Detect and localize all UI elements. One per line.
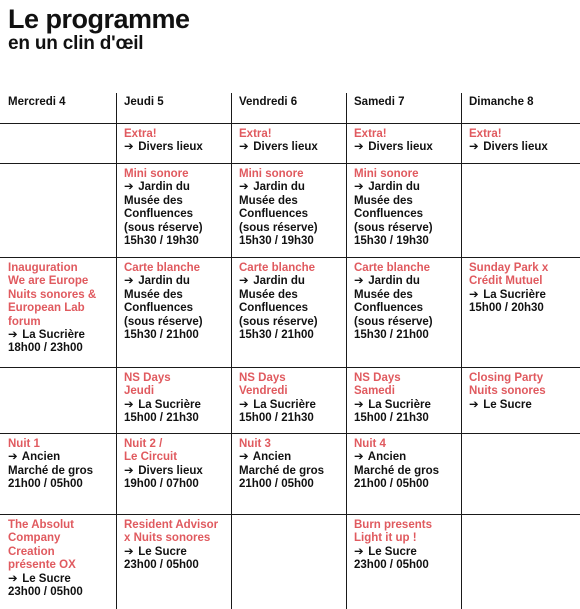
page-subtitle: en un clin d'œil bbox=[8, 33, 144, 54]
schedule-row bbox=[0, 514, 580, 609]
column-divider bbox=[346, 164, 347, 257]
event-venue: ➔ La Sucrière bbox=[469, 288, 546, 301]
event-venue: Confluences bbox=[239, 208, 309, 221]
event-cell bbox=[0, 258, 116, 367]
day-header-row bbox=[0, 93, 580, 123]
event-time: 15h30 / 19h30 bbox=[124, 235, 199, 248]
day-header: Mercredi 4 bbox=[8, 96, 66, 108]
event-name: Nuits sonores bbox=[469, 385, 546, 398]
event-time: 21h00 / 05h00 bbox=[354, 478, 429, 491]
arrow-right-icon: ➔ bbox=[354, 398, 364, 411]
event-name: Nuit 4 bbox=[354, 438, 386, 450]
event-time: 15h00 / 21h30 bbox=[354, 412, 429, 425]
event-venue: Marché de gros bbox=[354, 464, 439, 477]
arrow-right-icon: ➔ bbox=[124, 181, 134, 194]
event-venue: (sous réserve) bbox=[124, 221, 203, 234]
column-divider bbox=[231, 258, 232, 367]
column-divider bbox=[231, 515, 232, 609]
event-name: Extra! bbox=[354, 128, 387, 140]
arrow-right-icon: ➔ bbox=[124, 398, 134, 411]
column-divider bbox=[116, 124, 117, 163]
event-time: 15h00 / 21h30 bbox=[239, 412, 314, 425]
schedule-row bbox=[0, 123, 580, 163]
event-name: Resident Advisor bbox=[124, 519, 219, 531]
column-divider bbox=[346, 434, 347, 514]
column-divider bbox=[231, 93, 232, 123]
event-venue: Confluences bbox=[124, 208, 194, 221]
event-time: 21h00 / 05h00 bbox=[8, 478, 83, 491]
event-name: We are Europe bbox=[8, 275, 89, 288]
column-divider bbox=[346, 258, 347, 367]
event-venue: ➔ Jardin du bbox=[354, 181, 420, 194]
column-divider bbox=[231, 124, 232, 163]
event-venue: ➔ Jardin du bbox=[354, 275, 420, 288]
event-name: Inauguration bbox=[8, 262, 78, 274]
event-venue: ➔ Divers lieux bbox=[239, 141, 318, 154]
event-name: x Nuits sonores bbox=[124, 532, 211, 545]
event-cell bbox=[346, 515, 461, 609]
event-venue: Confluences bbox=[124, 302, 194, 315]
event-venue: Confluences bbox=[239, 302, 309, 315]
event-name: Vendredi bbox=[239, 385, 288, 398]
event-venue: ➔ Ancien bbox=[239, 451, 292, 464]
event-name: forum bbox=[8, 315, 41, 328]
column-divider bbox=[231, 434, 232, 514]
event-venue: ➔ Le Sucre bbox=[124, 545, 187, 558]
schedule-row bbox=[0, 163, 580, 257]
event-cell bbox=[346, 258, 461, 367]
event-venue: ➔ Divers lieux bbox=[354, 141, 433, 154]
day-header: Dimanche 8 bbox=[469, 96, 534, 108]
column-divider bbox=[116, 368, 117, 433]
event-name: Carte blanche bbox=[124, 262, 201, 274]
page-title: Le programme bbox=[8, 4, 190, 34]
event-venue: Marché de gros bbox=[8, 464, 93, 477]
event-cell bbox=[231, 164, 346, 257]
arrow-right-icon: ➔ bbox=[469, 288, 479, 301]
column-divider bbox=[116, 515, 117, 609]
arrow-right-icon: ➔ bbox=[239, 398, 249, 411]
event-venue: Musée des bbox=[124, 194, 183, 207]
event-name: Light it up ! bbox=[354, 532, 417, 545]
event-venue: ➔ Jardin du bbox=[239, 181, 305, 194]
event-venue: ➔ Ancien bbox=[8, 451, 61, 464]
schedule-grid bbox=[0, 93, 580, 609]
empty-cell bbox=[0, 368, 116, 433]
schedule-row bbox=[0, 367, 580, 433]
schedule-row bbox=[0, 433, 580, 514]
column-divider bbox=[461, 93, 462, 123]
event-venue: ➔ Divers lieux bbox=[124, 141, 203, 154]
event-name: Creation bbox=[8, 545, 55, 558]
arrow-right-icon: ➔ bbox=[8, 329, 18, 342]
column-divider bbox=[116, 164, 117, 257]
event-cell bbox=[346, 368, 461, 433]
event-time: 15h30 / 19h30 bbox=[239, 235, 314, 248]
column-divider bbox=[116, 93, 117, 123]
event-cell bbox=[116, 258, 231, 367]
event-cell bbox=[231, 258, 346, 367]
event-name: Extra! bbox=[124, 128, 157, 140]
event-name: Nuits sonores & bbox=[8, 288, 97, 301]
column-divider bbox=[346, 93, 347, 123]
event-name: Sunday Park x bbox=[469, 262, 549, 274]
event-time: 15h30 / 19h30 bbox=[354, 235, 429, 248]
event-venue: ➔ La Sucrière bbox=[124, 398, 201, 411]
event-venue: ➔ Le Sucre bbox=[8, 572, 71, 585]
event-name: Carte blanche bbox=[354, 262, 431, 274]
event-name: Burn presents bbox=[354, 519, 432, 531]
arrow-right-icon: ➔ bbox=[354, 275, 364, 288]
empty-cell bbox=[461, 515, 580, 609]
arrow-right-icon: ➔ bbox=[469, 398, 479, 411]
arrow-right-icon: ➔ bbox=[354, 181, 364, 194]
event-cell bbox=[0, 515, 116, 609]
column-divider bbox=[346, 368, 347, 433]
arrow-right-icon: ➔ bbox=[8, 572, 18, 585]
event-venue: ➔ La Sucrière bbox=[8, 329, 85, 342]
event-cell bbox=[346, 164, 461, 257]
event-venue: Musée des bbox=[354, 288, 413, 301]
event-name: Nuit 1 bbox=[8, 438, 40, 450]
column-divider bbox=[231, 368, 232, 433]
event-name: The Absolut bbox=[8, 519, 75, 531]
day-header: Jeudi 5 bbox=[124, 96, 164, 108]
empty-cell bbox=[231, 515, 346, 609]
column-divider bbox=[461, 258, 462, 367]
column-divider bbox=[461, 434, 462, 514]
event-cell bbox=[461, 124, 580, 163]
event-venue: ➔ Jardin du bbox=[239, 275, 305, 288]
event-name: Nuit 3 bbox=[239, 438, 271, 450]
event-cell bbox=[116, 164, 231, 257]
event-name: Extra! bbox=[239, 128, 272, 140]
event-venue: ➔ Divers lieux bbox=[124, 464, 203, 477]
event-cell bbox=[116, 515, 231, 609]
event-time: 23h00 / 05h00 bbox=[124, 559, 199, 572]
event-name: Le Circuit bbox=[124, 451, 178, 464]
schedule-row bbox=[0, 257, 580, 367]
event-cell bbox=[231, 434, 346, 514]
arrow-right-icon: ➔ bbox=[354, 545, 364, 558]
event-name: Company bbox=[8, 532, 61, 545]
event-venue: ➔ Le Sucre bbox=[469, 398, 532, 411]
event-time: 18h00 / 23h00 bbox=[8, 342, 83, 355]
event-name: Carte blanche bbox=[239, 262, 316, 274]
event-venue: (sous réserve) bbox=[354, 221, 433, 234]
event-cell bbox=[116, 368, 231, 433]
arrow-right-icon: ➔ bbox=[239, 275, 249, 288]
column-divider bbox=[231, 164, 232, 257]
event-venue: Confluences bbox=[354, 208, 424, 221]
arrow-right-icon: ➔ bbox=[124, 464, 134, 477]
event-venue: Marché de gros bbox=[239, 464, 324, 477]
column-divider bbox=[461, 515, 462, 609]
arrow-right-icon: ➔ bbox=[354, 141, 364, 154]
event-name: NS Days bbox=[239, 372, 286, 384]
event-venue: ➔ La Sucrière bbox=[239, 398, 316, 411]
empty-cell bbox=[0, 124, 116, 163]
event-cell bbox=[346, 124, 461, 163]
empty-cell bbox=[0, 164, 116, 257]
event-cell bbox=[231, 124, 346, 163]
column-divider bbox=[461, 368, 462, 433]
event-name: Jeudi bbox=[124, 385, 155, 398]
event-venue: (sous réserve) bbox=[239, 315, 318, 328]
event-name: NS Days bbox=[124, 372, 171, 384]
event-venue: (sous réserve) bbox=[239, 221, 318, 234]
arrow-right-icon: ➔ bbox=[239, 181, 249, 194]
event-name: NS Days bbox=[354, 372, 401, 384]
event-time: 15h30 / 21h00 bbox=[354, 329, 429, 342]
arrow-right-icon: ➔ bbox=[124, 545, 134, 558]
event-venue: Musée des bbox=[239, 194, 298, 207]
event-venue: ➔ Ancien bbox=[354, 451, 407, 464]
event-venue: Musée des bbox=[124, 288, 183, 301]
event-name: Mini sonore bbox=[239, 168, 304, 180]
event-venue: Confluences bbox=[354, 302, 424, 315]
event-venue: (sous réserve) bbox=[354, 315, 433, 328]
event-venue: ➔ Le Sucre bbox=[354, 545, 417, 558]
event-venue: Musée des bbox=[354, 194, 413, 207]
arrow-right-icon: ➔ bbox=[124, 141, 134, 154]
event-name: Samedi bbox=[354, 385, 395, 398]
event-time: 23h00 / 05h00 bbox=[8, 586, 83, 599]
event-name: European Lab bbox=[8, 302, 85, 315]
event-cell bbox=[231, 368, 346, 433]
arrow-right-icon: ➔ bbox=[469, 141, 479, 154]
event-time: 15h30 / 21h00 bbox=[239, 329, 314, 342]
empty-cell bbox=[461, 164, 580, 257]
event-venue: (sous réserve) bbox=[124, 315, 203, 328]
day-header: Samedi 7 bbox=[354, 96, 405, 108]
event-name: Nuit 2 / bbox=[124, 438, 163, 450]
event-cell bbox=[0, 434, 116, 514]
event-time: 15h30 / 21h00 bbox=[124, 329, 199, 342]
column-divider bbox=[346, 515, 347, 609]
event-cell bbox=[116, 434, 231, 514]
arrow-right-icon: ➔ bbox=[239, 451, 249, 464]
event-name: Crédit Mutuel bbox=[469, 275, 543, 288]
event-name: présente OX bbox=[8, 559, 76, 572]
arrow-right-icon: ➔ bbox=[8, 451, 18, 464]
event-cell bbox=[116, 124, 231, 163]
column-divider bbox=[116, 258, 117, 367]
empty-cell bbox=[461, 434, 580, 514]
event-time: 15h00 / 21h30 bbox=[124, 412, 199, 425]
event-venue: Musée des bbox=[239, 288, 298, 301]
event-time: 19h00 / 07h00 bbox=[124, 478, 199, 491]
column-divider bbox=[346, 124, 347, 163]
event-cell bbox=[461, 258, 580, 367]
event-venue: ➔ Divers lieux bbox=[469, 141, 548, 154]
column-divider bbox=[116, 434, 117, 514]
event-time: 23h00 / 05h00 bbox=[354, 559, 429, 572]
event-name: Mini sonore bbox=[124, 168, 189, 180]
event-name: Mini sonore bbox=[354, 168, 419, 180]
arrow-right-icon: ➔ bbox=[354, 451, 364, 464]
event-venue: ➔ Jardin du bbox=[124, 181, 190, 194]
event-name: Closing Party bbox=[469, 372, 544, 384]
event-cell bbox=[346, 434, 461, 514]
event-name: Extra! bbox=[469, 128, 502, 140]
event-time: 15h00 / 20h30 bbox=[469, 302, 544, 315]
event-cell bbox=[461, 368, 580, 433]
column-divider bbox=[461, 164, 462, 257]
column-divider bbox=[461, 124, 462, 163]
event-time: 21h00 / 05h00 bbox=[239, 478, 314, 491]
arrow-right-icon: ➔ bbox=[124, 275, 134, 288]
day-header: Vendredi 6 bbox=[239, 96, 298, 108]
event-venue: ➔ La Sucrière bbox=[354, 398, 431, 411]
arrow-right-icon: ➔ bbox=[239, 141, 249, 154]
event-venue: ➔ Jardin du bbox=[124, 275, 190, 288]
